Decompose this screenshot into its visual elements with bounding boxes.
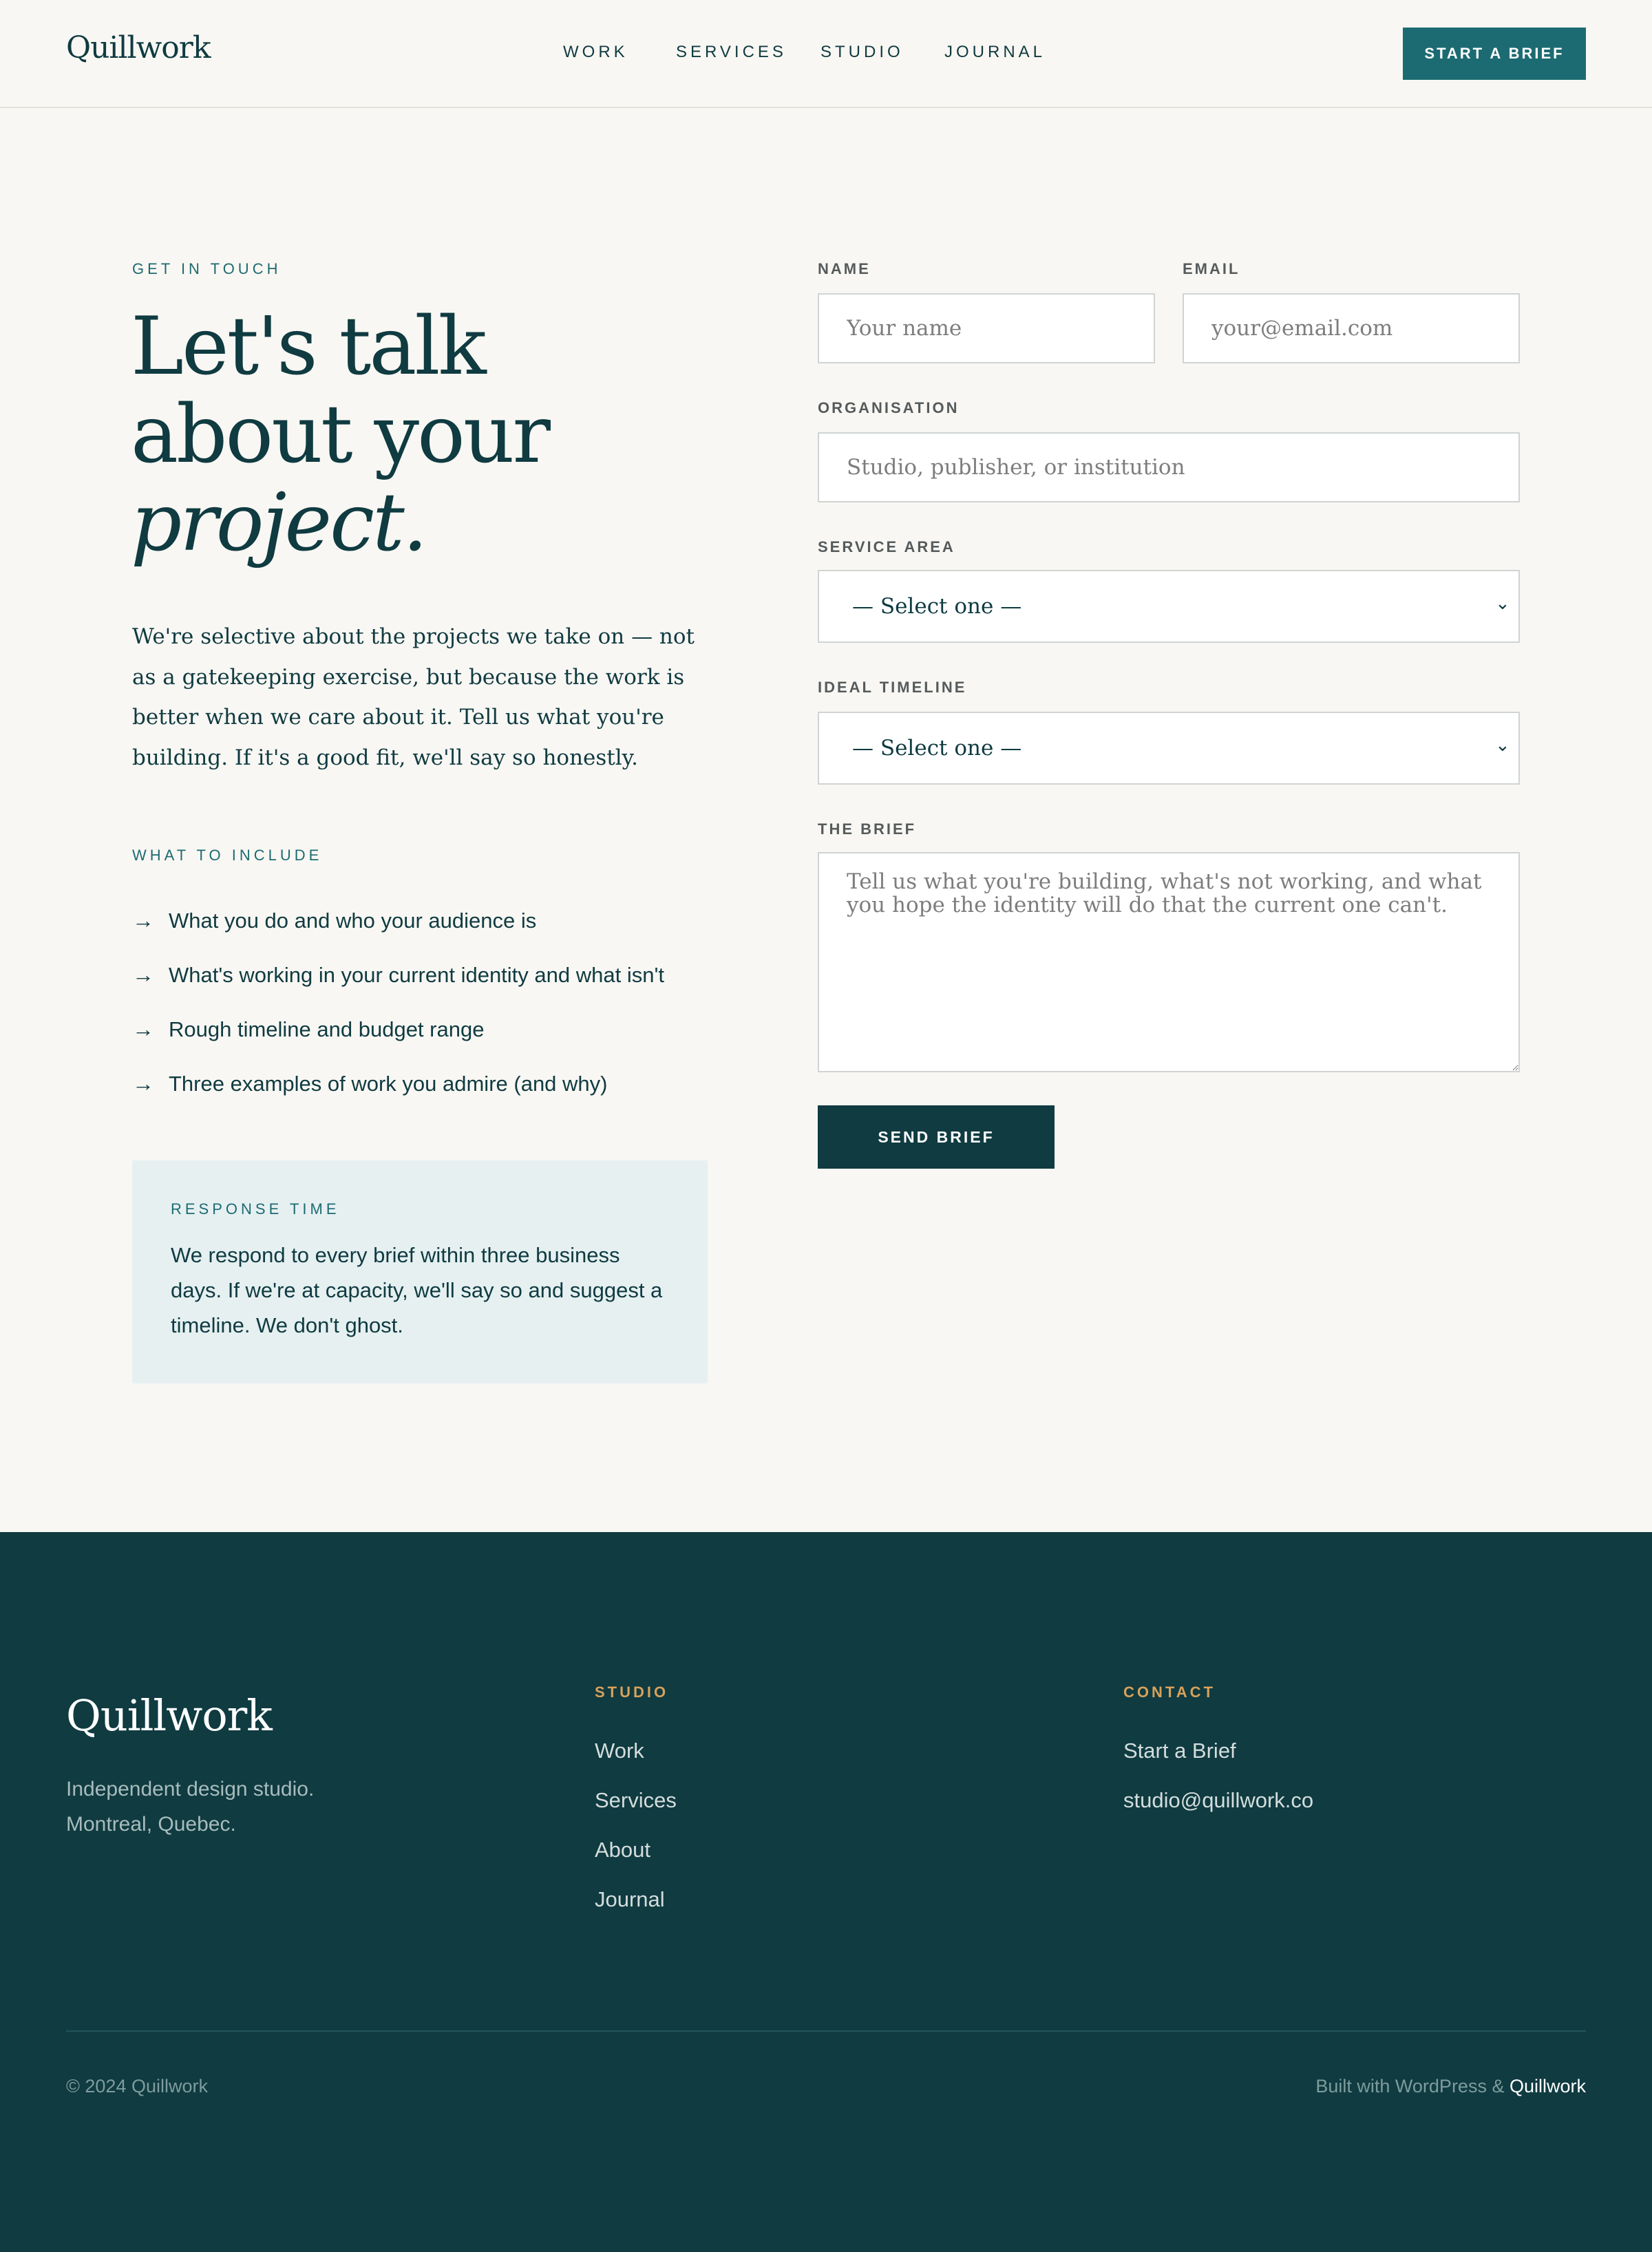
send-brief-button[interactable]: SEND BRIEF [818, 1105, 1055, 1169]
service-area-select[interactable] [818, 570, 1520, 643]
footer-contact-heading: CONTACT [1123, 1683, 1216, 1701]
arrow-right-icon: → [132, 908, 154, 933]
footer-logo[interactable]: Quillwork [66, 1690, 272, 1741]
footer-link-email[interactable]: studio@quillwork.co [1123, 1788, 1314, 1812]
arrow-right-icon: → [132, 1017, 154, 1041]
list-item-label: What's working in your current identity and what isn't [169, 962, 664, 987]
list-item-label: What you do and who your audience is [169, 908, 537, 933]
footer-link-services[interactable]: Services [595, 1788, 677, 1812]
footer-link-about[interactable]: About [595, 1838, 651, 1862]
email-label: EMAIL [1183, 260, 1240, 277]
name-field[interactable] [818, 293, 1155, 363]
nav-studio[interactable]: STUDIO [820, 43, 904, 61]
page-title [131, 300, 695, 569]
footer-link-work[interactable]: Work [595, 1739, 644, 1763]
nav-journal[interactable]: JOURNAL [944, 43, 1046, 61]
organisation-label: ORGANISATION [818, 399, 960, 416]
list-item [132, 1056, 724, 1111]
title-line-3: project. [131, 476, 426, 569]
response-time-callout [132, 1160, 708, 1383]
ideal-timeline-label: IDEAL TIMELINE [818, 679, 967, 696]
credit-brand-link[interactable]: Quillwork [1509, 2076, 1586, 2096]
arrow-right-icon: → [132, 962, 154, 987]
list-item [132, 1002, 724, 1056]
email-field[interactable] [1183, 293, 1520, 363]
title-line-2: about your [131, 388, 549, 481]
list-item [132, 893, 724, 948]
footer-link-start-brief[interactable]: Start a Brief [1123, 1739, 1236, 1763]
footer-credit [1315, 2076, 1586, 2097]
name-label: NAME [818, 260, 871, 277]
ideal-timeline-select[interactable] [818, 712, 1520, 785]
arrow-right-icon: → [132, 1071, 154, 1096]
service-area-label: SERVICE AREA [818, 538, 955, 555]
footer-studio-heading: STUDIO [595, 1683, 669, 1701]
footer-link-journal[interactable]: Journal [595, 1887, 665, 1911]
chevron-down-icon: ⌄ [1495, 735, 1510, 756]
footer-studio-links [595, 1739, 677, 1937]
tagline-line-2: Montreal, Quebec. [66, 1813, 236, 1836]
get-in-touch-eyebrow: GET IN TOUCH [132, 260, 282, 277]
the-brief-label: THE BRIEF [818, 820, 917, 838]
start-brief-button[interactable]: START A BRIEF [1403, 28, 1586, 80]
footer-contact-links [1123, 1739, 1313, 1838]
title-line-1: Let's talk [131, 300, 485, 393]
footer-copyright: © 2024 Quillwork [66, 2076, 208, 2096]
footer-divider [66, 2030, 1586, 2032]
list-item-label: Three examples of work you admire (and why) [169, 1071, 608, 1096]
list-item-label: Rough timeline and budget range [169, 1017, 485, 1041]
chevron-down-icon: ⌄ [1495, 593, 1510, 614]
list-item [132, 948, 724, 1002]
site-header [0, 0, 1652, 108]
nav-work[interactable]: WORK [563, 43, 628, 61]
site-logo[interactable]: Quillwork [66, 30, 211, 65]
credit-prefix: Built with WordPress & [1315, 2076, 1510, 2096]
site-footer [0, 1532, 1652, 2252]
brief-textarea[interactable] [818, 852, 1520, 1072]
nav-services[interactable]: SERVICES [676, 43, 787, 61]
response-time-heading: RESPONSE TIME [171, 1200, 340, 1218]
intro-paragraph: We're selective about the projects we take on — not as a gatekeeping exercise, but because the work is better when we care about it. Tell us what you're building. If it's a good fit, we'll say so honestly. [132, 624, 695, 770]
response-time-text: We respond to every brief within three business days. If we're at capacity, we'll say so and suggest a timeline. We don't ghost. [171, 1243, 663, 1337]
tagline-line-1: Independent design studio. [66, 1778, 315, 1800]
what-to-include-heading: WHAT TO INCLUDE [132, 847, 323, 864]
include-list [132, 893, 724, 1111]
organisation-field[interactable] [818, 432, 1520, 502]
footer-tagline [66, 1772, 410, 1842]
